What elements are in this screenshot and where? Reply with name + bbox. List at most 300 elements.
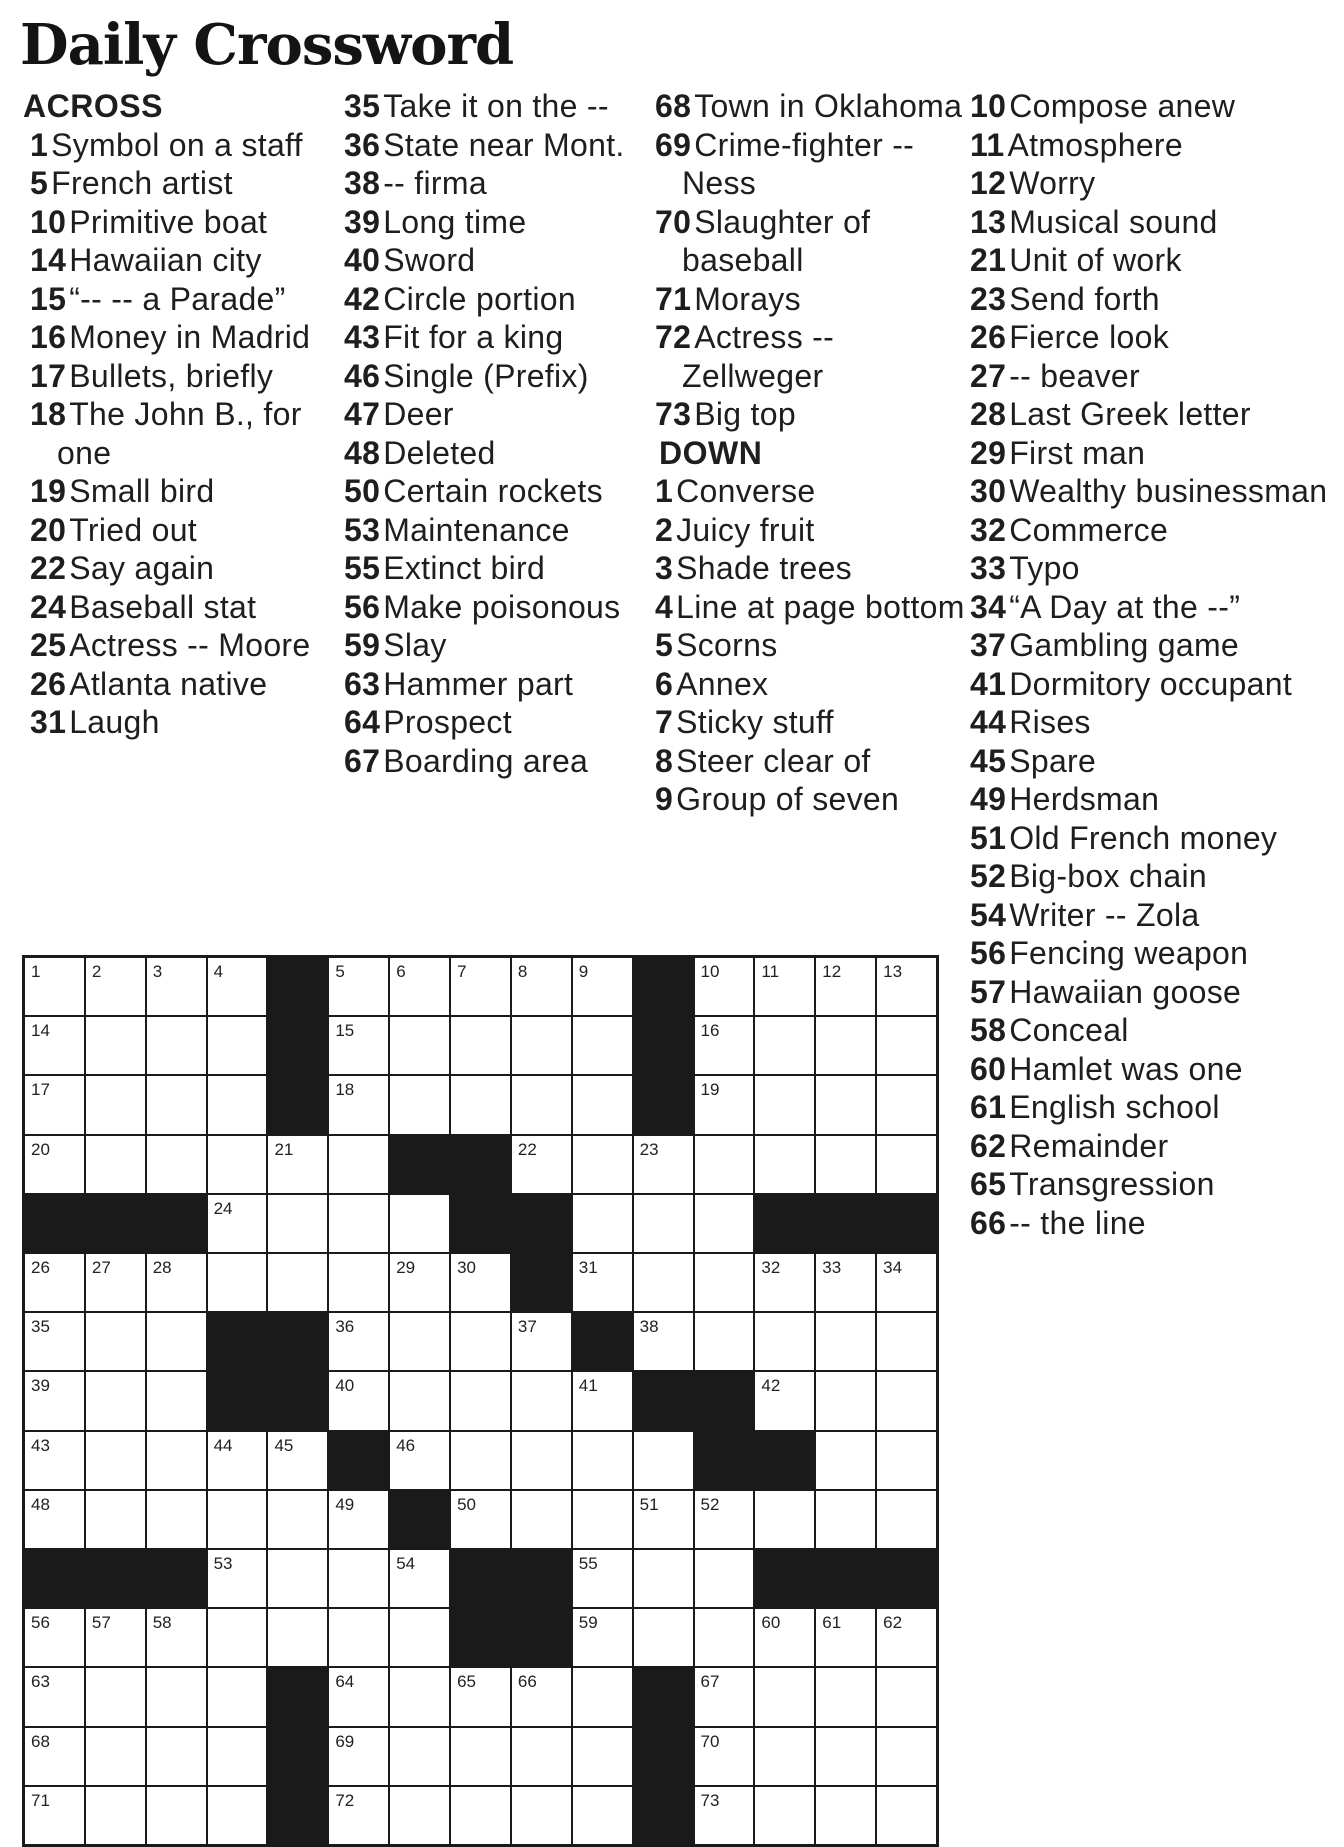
clue-item (970, 126, 1342, 165)
grid-cell[interactable] (816, 1728, 875, 1785)
cell-number: 70 (700, 1731, 720, 1751)
grid-cell[interactable] (695, 1728, 754, 1785)
grid-cell[interactable] (208, 1195, 267, 1252)
grid-cell[interactable] (390, 958, 449, 1015)
grid-cell[interactable] (573, 958, 632, 1015)
grid-cell[interactable] (877, 1136, 936, 1193)
clue-item (970, 780, 1342, 819)
grid-cell[interactable] (86, 1668, 145, 1725)
grid-cell[interactable] (25, 1609, 84, 1666)
grid-cell[interactable] (86, 1609, 145, 1666)
cell-number: 34 (883, 1258, 903, 1277)
grid-cell[interactable] (512, 1076, 571, 1133)
grid-cell[interactable] (877, 1668, 936, 1725)
clue-text: Fierce look (1009, 319, 1170, 355)
clue-text: Tried out (69, 511, 197, 548)
grid-cell[interactable] (451, 958, 510, 1015)
grid-cell[interactable] (268, 1254, 327, 1311)
grid-cell[interactable] (86, 1432, 145, 1489)
black-square (512, 1254, 571, 1311)
grid-cell[interactable] (208, 1432, 267, 1489)
grid-cell[interactable] (573, 1668, 632, 1725)
clue-number: 42 (344, 280, 381, 317)
cell-number: 57 (91, 1613, 111, 1633)
clue-number: 36 (344, 126, 381, 163)
clue-item (970, 87, 1342, 126)
grid-cell[interactable] (86, 1313, 145, 1370)
grid-cell[interactable] (268, 1432, 327, 1489)
grid-cell[interactable] (695, 1313, 754, 1370)
grid-cell[interactable] (816, 1668, 875, 1725)
grid-cell[interactable] (390, 1787, 449, 1844)
grid-cell[interactable] (86, 958, 145, 1015)
grid-cell[interactable] (329, 1254, 388, 1311)
grid-cell[interactable] (695, 1017, 754, 1074)
grid-cell[interactable] (25, 1372, 84, 1429)
grid-cell[interactable] (877, 1432, 936, 1489)
grid-cell[interactable] (877, 1372, 936, 1429)
cell-number: 33 (822, 1258, 842, 1277)
clue-number: 56 (970, 935, 1007, 971)
grid-cell[interactable] (816, 1787, 875, 1844)
grid-cell[interactable] (147, 1254, 206, 1311)
black-square (451, 1550, 510, 1607)
grid-cell[interactable] (25, 1432, 84, 1489)
clue-text: Dormitory occupant (1009, 665, 1293, 702)
grid-cell[interactable] (877, 1728, 936, 1785)
cell-number: 54 (396, 1554, 416, 1573)
black-square (634, 1728, 693, 1785)
clue-number: 54 (970, 896, 1007, 933)
black-square (86, 1195, 145, 1252)
grid-cell[interactable] (147, 1136, 206, 1193)
clue-item (344, 318, 666, 357)
grid-cell[interactable] (147, 1313, 206, 1370)
clue-number: 28 (970, 396, 1007, 432)
clue-text: Bullets, briefly (69, 357, 274, 394)
clue-item (655, 126, 971, 203)
cell-number: 63 (31, 1672, 50, 1692)
clue-item (970, 819, 1342, 858)
grid-cell[interactable] (634, 1136, 693, 1193)
clue-text: State near Mont. (383, 126, 625, 163)
cell-number: 38 (639, 1317, 659, 1337)
clue-item (655, 588, 971, 627)
grid-cell[interactable] (451, 1254, 510, 1311)
grid-cell[interactable] (573, 1550, 632, 1607)
cell-number: 66 (517, 1672, 537, 1692)
grid-cell[interactable] (755, 1076, 814, 1133)
grid-cell[interactable] (755, 1491, 814, 1548)
clue-item (344, 87, 666, 126)
clue-text: Take it on the -- (383, 88, 609, 124)
grid-cell[interactable] (390, 1313, 449, 1370)
grid-cell[interactable] (147, 1668, 206, 1725)
grid-cell[interactable] (25, 1728, 84, 1785)
grid-cell[interactable] (573, 1728, 632, 1785)
grid-cell[interactable] (329, 1076, 388, 1133)
clue-column-2 (344, 87, 666, 780)
grid-cell[interactable] (512, 1372, 571, 1429)
cell-number: 64 (335, 1672, 355, 1692)
grid-cell[interactable] (329, 1728, 388, 1785)
black-square (512, 1550, 571, 1607)
clue-number: 52 (970, 858, 1007, 894)
grid-cell[interactable] (208, 1668, 267, 1725)
grid-cell[interactable] (573, 1195, 632, 1252)
grid-cell[interactable] (573, 1491, 632, 1548)
cell-number: 4 (213, 962, 224, 981)
grid-cell[interactable] (25, 1076, 84, 1133)
grid-cell[interactable] (512, 958, 571, 1015)
grid-cell[interactable] (877, 1254, 936, 1311)
grid-cell[interactable] (268, 1195, 327, 1252)
grid-cell[interactable] (451, 1491, 510, 1548)
grid-cell[interactable] (390, 1195, 449, 1252)
clue-item (970, 896, 1342, 935)
grid-cell[interactable] (695, 958, 754, 1015)
grid-cell[interactable] (816, 1017, 875, 1074)
clue-item (344, 164, 666, 203)
grid-cell[interactable] (268, 1609, 327, 1666)
black-square (390, 1136, 449, 1193)
clue-text: Crime-fighter -- Ness (682, 126, 915, 201)
grid-cell[interactable] (86, 1491, 145, 1548)
clue-number: 57 (970, 973, 1007, 1010)
grid-cell[interactable] (329, 1313, 388, 1370)
grid-cell[interactable] (147, 958, 206, 1015)
grid-cell[interactable] (147, 1017, 206, 1074)
grid-cell[interactable] (695, 1254, 754, 1311)
grid-cell[interactable] (86, 1254, 145, 1311)
grid-cell[interactable] (390, 1609, 449, 1666)
grid-cell[interactable] (329, 1609, 388, 1666)
clue-text: Line at page bottom (676, 588, 965, 625)
grid-cell[interactable] (755, 1313, 814, 1370)
clue-item (655, 742, 971, 781)
down-heading: DOWN (659, 434, 763, 471)
grid-cell[interactable] (86, 1372, 145, 1429)
clue-text: Certain rockets (383, 473, 603, 509)
cell-number: 67 (700, 1672, 720, 1692)
cell-number: 41 (578, 1376, 598, 1396)
clue-number: 35 (344, 88, 381, 124)
black-square (390, 1491, 449, 1548)
grid-cell[interactable] (390, 1076, 449, 1133)
grid-cell[interactable] (25, 958, 84, 1015)
grid-cell[interactable] (755, 1372, 814, 1429)
grid-cell[interactable] (816, 1372, 875, 1429)
grid-cell[interactable] (25, 1491, 84, 1548)
clue-text: Prospect (383, 704, 512, 740)
clue-text: Morays (694, 280, 801, 317)
grid-cell[interactable] (816, 1491, 875, 1548)
black-square (208, 1313, 267, 1370)
clue-item (970, 1165, 1342, 1204)
grid-cell[interactable] (816, 1254, 875, 1311)
grid-cell[interactable] (208, 1550, 267, 1607)
clue-item (970, 434, 1342, 473)
clue-number: 3 (655, 550, 674, 586)
grid-cell[interactable] (329, 1017, 388, 1074)
grid-cell[interactable] (451, 1432, 510, 1489)
clue-item (344, 395, 666, 434)
cell-number: 61 (822, 1613, 842, 1633)
clue-number: 17 (30, 357, 67, 394)
grid-cell[interactable] (573, 1076, 632, 1133)
cell-number: 9 (578, 962, 589, 981)
grid-cell[interactable] (147, 1728, 206, 1785)
grid-cell[interactable] (147, 1609, 206, 1666)
grid-cell[interactable] (329, 1491, 388, 1548)
clue-item (344, 434, 666, 473)
clue-item (970, 241, 1342, 280)
grid-cell[interactable] (512, 1432, 571, 1489)
clue-number: 34 (970, 588, 1007, 625)
grid-cell[interactable] (816, 1076, 875, 1133)
grid-cell[interactable] (816, 1313, 875, 1370)
clue-number: 2 (655, 511, 674, 548)
grid-cell[interactable] (86, 1017, 145, 1074)
grid-cell[interactable] (877, 1491, 936, 1548)
grid-cell[interactable] (573, 1609, 632, 1666)
grid-cell[interactable] (573, 1136, 632, 1193)
grid-cell[interactable] (390, 1017, 449, 1074)
grid-cell[interactable] (208, 1491, 267, 1548)
clue-text: Typo (1009, 550, 1080, 586)
clue-number: 16 (30, 319, 67, 355)
grid-cell[interactable] (147, 1076, 206, 1133)
grid-cell[interactable] (451, 1372, 510, 1429)
grid-cell[interactable] (512, 1017, 571, 1074)
cell-number: 15 (335, 1021, 355, 1041)
grid-cell[interactable] (147, 1432, 206, 1489)
grid-cell[interactable] (695, 1076, 754, 1133)
grid-cell[interactable] (755, 1136, 814, 1193)
cell-number: 51 (639, 1494, 659, 1514)
grid-cell[interactable] (573, 1372, 632, 1429)
grid-cell[interactable] (755, 1728, 814, 1785)
black-square (512, 1609, 571, 1666)
grid-cell[interactable] (147, 1787, 206, 1844)
black-square (268, 1017, 327, 1074)
clue-text: Boarding area (383, 742, 589, 779)
clue-item (344, 588, 666, 627)
cell-number: 52 (700, 1494, 720, 1514)
grid-cell[interactable] (695, 1195, 754, 1252)
grid-cell[interactable] (634, 1550, 693, 1607)
cell-number: 65 (457, 1672, 476, 1692)
grid-cell[interactable] (877, 1609, 936, 1666)
grid-cell[interactable] (877, 1017, 936, 1074)
grid-cell[interactable] (208, 958, 267, 1015)
clue-number: 43 (344, 319, 381, 355)
grid-cell[interactable] (573, 1787, 632, 1844)
clue-number: 37 (970, 627, 1007, 663)
grid-cell[interactable] (390, 1372, 449, 1429)
clue-text: Send forth (1009, 280, 1160, 317)
grid-cell[interactable] (390, 1668, 449, 1725)
grid-cell[interactable] (573, 1017, 632, 1074)
cell-number: 71 (31, 1790, 50, 1810)
grid-cell[interactable] (390, 1728, 449, 1785)
grid-cell[interactable] (329, 1550, 388, 1607)
grid-cell[interactable] (634, 1254, 693, 1311)
grid-cell[interactable] (816, 1432, 875, 1489)
black-square (634, 1668, 693, 1725)
grid-cell[interactable] (25, 1017, 84, 1074)
grid-cell[interactable] (208, 1728, 267, 1785)
grid-cell[interactable] (147, 1491, 206, 1548)
clue-text: Symbol on a staff (51, 126, 303, 163)
grid-cell[interactable] (208, 1787, 267, 1844)
clue-text: -- beaver (1009, 357, 1140, 394)
grid-cell[interactable] (695, 1491, 754, 1548)
grid-cell[interactable] (25, 1787, 84, 1844)
grid-cell[interactable] (695, 1550, 754, 1607)
clue-text: “A Day at the --” (1009, 588, 1241, 625)
grid-cell[interactable] (86, 1787, 145, 1844)
grid-cell[interactable] (755, 1787, 814, 1844)
grid-cell[interactable] (755, 958, 814, 1015)
grid-cell[interactable] (634, 1313, 693, 1370)
grid-cell[interactable] (634, 1491, 693, 1548)
cell-number: 21 (274, 1139, 294, 1159)
cell-number: 62 (883, 1613, 903, 1633)
grid-cell[interactable] (816, 1609, 875, 1666)
grid-cell[interactable] (208, 1076, 267, 1133)
clue-number: 32 (970, 511, 1007, 548)
grid-cell[interactable] (25, 1313, 84, 1370)
grid-cell[interactable] (512, 1313, 571, 1370)
page-title: Daily Crossword (20, 12, 514, 78)
grid-cell[interactable] (877, 1076, 936, 1133)
grid-cell[interactable] (329, 1787, 388, 1844)
grid-cell[interactable] (268, 1491, 327, 1548)
black-square (268, 1076, 327, 1133)
grid-cell[interactable] (755, 1017, 814, 1074)
grid-cell[interactable] (208, 1609, 267, 1666)
cell-number: 42 (761, 1376, 781, 1396)
clue-number: 33 (970, 550, 1007, 586)
grid-cell[interactable] (25, 1254, 84, 1311)
grid-cell[interactable] (86, 1136, 145, 1193)
grid-cell[interactable] (695, 1609, 754, 1666)
clue-text: Commerce (1009, 511, 1169, 548)
grid-cell[interactable] (573, 1432, 632, 1489)
grid-cell[interactable] (329, 1372, 388, 1429)
clue-text: Circle portion (383, 280, 576, 317)
clue-text: Money in Madrid (69, 319, 311, 355)
grid-cell[interactable] (329, 1195, 388, 1252)
grid-cell[interactable] (634, 1195, 693, 1252)
clue-text: Transgression (1009, 1166, 1215, 1202)
grid-cell[interactable] (451, 1787, 510, 1844)
grid-cell[interactable] (86, 1728, 145, 1785)
grid-cell[interactable] (755, 1254, 814, 1311)
grid-cell[interactable] (816, 958, 875, 1015)
grid-cell[interactable] (512, 1728, 571, 1785)
clue-item (970, 280, 1342, 319)
grid-cell[interactable] (512, 1491, 571, 1548)
black-square (268, 1787, 327, 1844)
grid-cell[interactable] (208, 1136, 267, 1193)
clue-text: -- the line (1009, 1204, 1146, 1241)
grid-cell[interactable] (268, 1550, 327, 1607)
grid-cell[interactable] (25, 1136, 84, 1193)
grid-cell[interactable] (451, 1313, 510, 1370)
black-square (634, 1076, 693, 1133)
clue-number: 14 (30, 242, 67, 278)
grid-cell[interactable] (268, 1136, 327, 1193)
grid-cell[interactable] (695, 1787, 754, 1844)
grid-cell[interactable] (390, 1254, 449, 1311)
black-square (512, 1195, 571, 1252)
clue-item (970, 203, 1342, 242)
grid-cell[interactable] (390, 1432, 449, 1489)
grid-cell[interactable] (877, 1313, 936, 1370)
clue-text: Hammer part (383, 665, 574, 702)
grid-cell[interactable] (451, 1728, 510, 1785)
grid-cell[interactable] (816, 1136, 875, 1193)
grid-cell[interactable] (329, 1668, 388, 1725)
grid-cell[interactable] (208, 1254, 267, 1311)
grid-cell[interactable] (208, 1017, 267, 1074)
cell-number: 56 (31, 1613, 50, 1633)
grid-cell[interactable] (451, 1668, 510, 1725)
grid-cell[interactable] (634, 1432, 693, 1489)
clue-number: 56 (344, 588, 381, 625)
grid-cell[interactable] (755, 1609, 814, 1666)
clue-text: Make poisonous (383, 588, 621, 625)
grid-cell[interactable] (390, 1550, 449, 1607)
black-square (268, 958, 327, 1015)
clue-item (970, 703, 1342, 742)
grid-cell[interactable] (877, 1787, 936, 1844)
clue-item (970, 1204, 1342, 1243)
clue-text: Small bird (69, 473, 215, 509)
grid-cell[interactable] (877, 958, 936, 1015)
grid-cell[interactable] (755, 1668, 814, 1725)
clue-number: 73 (655, 396, 692, 432)
black-square (268, 1313, 327, 1370)
grid-cell[interactable] (147, 1372, 206, 1429)
clue-item (22, 318, 342, 357)
grid-cell[interactable] (329, 1136, 388, 1193)
grid-cell[interactable] (512, 1136, 571, 1193)
grid-cell[interactable] (695, 1668, 754, 1725)
grid-cell[interactable] (512, 1787, 571, 1844)
clue-item (22, 626, 342, 665)
grid-cell[interactable] (695, 1136, 754, 1193)
grid-cell[interactable] (634, 1609, 693, 1666)
clue-text: Remainder (1009, 1127, 1169, 1164)
grid-cell[interactable] (25, 1668, 84, 1725)
crossword-grid[interactable] (22, 955, 939, 1847)
grid-cell[interactable] (86, 1076, 145, 1133)
grid-cell[interactable] (573, 1254, 632, 1311)
grid-cell[interactable] (451, 1017, 510, 1074)
cell-number: 37 (517, 1317, 537, 1337)
clue-number: 64 (344, 704, 381, 740)
black-square (25, 1550, 84, 1607)
black-square (634, 1787, 693, 1844)
grid-cell[interactable] (512, 1668, 571, 1725)
grid-cell[interactable] (451, 1076, 510, 1133)
grid-cell[interactable] (329, 958, 388, 1015)
cell-number: 16 (700, 1021, 720, 1041)
clue-item (344, 549, 666, 588)
